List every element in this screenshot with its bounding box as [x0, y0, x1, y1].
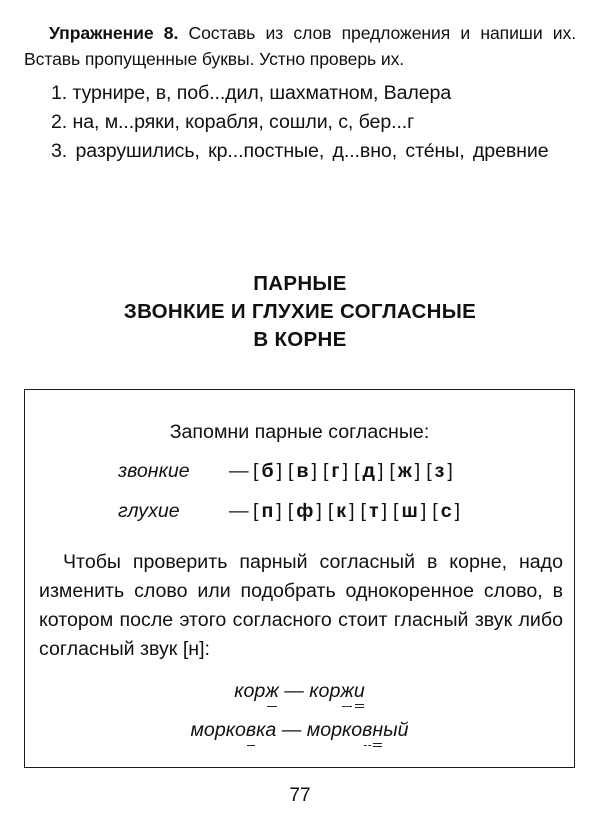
dash: — [229, 460, 249, 482]
rule-text: Чтобы проверить парный согласный в корне, надо изменить слово или подобрать однокоренное слово, в котором после этого согласного стоит гласный звук либо согласный звук [н]: [39, 551, 563, 660]
rule-box [24, 389, 575, 768]
exercise-instruction [24, 20, 576, 72]
section-title-line-2: ЗВОНКИЕ И ГЛУХИЕ СОГЛАСНЫЕ [123, 300, 477, 323]
check-word: коржи [309, 680, 365, 702]
remember-caption: Запомни парные согласные: [169, 421, 430, 443]
exercise-items [24, 79, 576, 166]
phoneme: [ з ] [426, 460, 453, 482]
dash: — [229, 500, 249, 522]
phoneme: [ ш ] [393, 500, 427, 522]
dash: — [284, 680, 304, 702]
phoneme: [ г ] [322, 460, 349, 482]
voiced-label: звонкие [118, 460, 190, 482]
example-korzh [25, 678, 574, 704]
example-word: корж [234, 680, 279, 702]
phoneme: [ п ] [253, 500, 282, 522]
page-number: 77 [289, 785, 311, 806]
exercise-item-3: 3. разрушились, кр...постные, д...вно, сте́ны, древние [51, 140, 549, 162]
section-title-line-3: В КОРНЕ [253, 328, 347, 351]
check-word: морковный [306, 719, 409, 741]
exercise-label: Упражнение 8. [49, 23, 179, 43]
exercise-instruction-text: Составь из слов предложения и напиши их. Вставь пропущенные буквы. Устно проверь их. [24, 23, 576, 69]
phoneme: [ в ] [288, 460, 317, 482]
section-title-line-1: ПАРНЫЕ [253, 272, 347, 295]
consonant-underline: ж [265, 680, 279, 702]
section-title [0, 270, 600, 354]
consonant-underline: ж [340, 680, 354, 702]
phoneme: [ к ] [327, 500, 355, 522]
phoneme: [ ф ] [287, 500, 322, 522]
sonorant-double-underline: н [372, 719, 384, 741]
phoneme: [ ж ] [389, 460, 421, 482]
exercise-item-2: 2. на, м...ряки, корабля, сошли, с, бер...г [51, 111, 415, 133]
consonant-underline: в [245, 719, 257, 741]
voiceless-consonants-row [118, 498, 466, 524]
consonant-underline: в [362, 719, 373, 741]
voiceless-label: глухие [118, 500, 180, 522]
phoneme: [ с ] [432, 500, 461, 522]
dash: — [281, 719, 302, 741]
example-word: морковка [190, 719, 277, 741]
example-morkovka [25, 717, 574, 743]
exercise-item-1: 1. турнире, в, поб...дил, шахматном, Валера [51, 82, 452, 104]
phoneme: [ б ] [253, 460, 283, 482]
vowel-double-underline: и [353, 680, 365, 702]
phoneme: [ д ] [354, 460, 384, 482]
phoneme: [ т ] [360, 500, 388, 522]
exercise-8 [24, 20, 576, 166]
voiced-consonants-row [118, 458, 459, 484]
